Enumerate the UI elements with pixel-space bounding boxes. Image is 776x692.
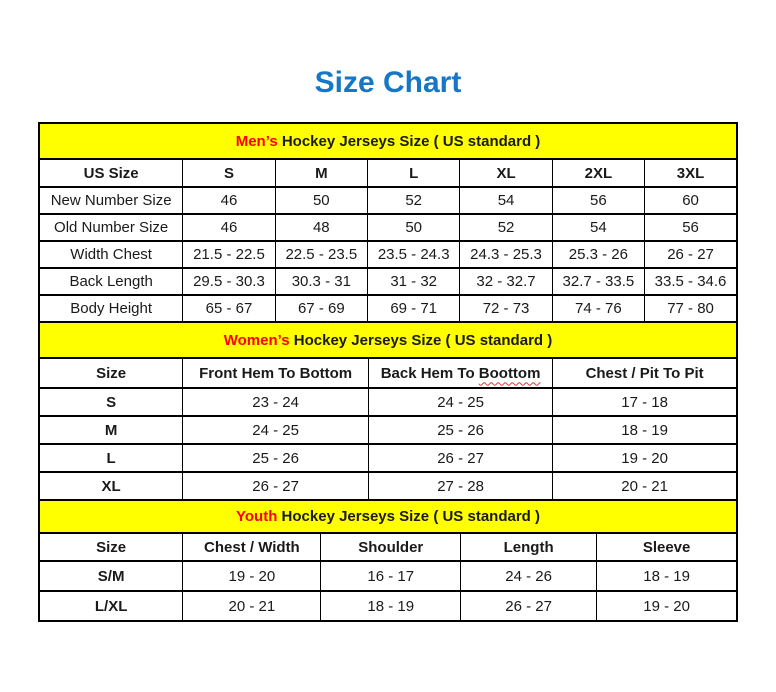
row-label: Body Height xyxy=(39,295,183,322)
youth-size-table xyxy=(38,499,738,622)
cell: 46 xyxy=(183,187,275,214)
cell: 16 - 17 xyxy=(321,561,461,591)
cell: 65 - 67 xyxy=(183,295,275,322)
table-row xyxy=(39,416,737,444)
table-row xyxy=(39,591,737,621)
row-label: New Number Size xyxy=(39,187,183,214)
womens-header-row xyxy=(39,358,737,388)
mens-section-heading-row xyxy=(39,123,737,159)
youth-section-heading xyxy=(39,500,737,533)
cell: 67 - 69 xyxy=(275,295,367,322)
cell: 77 - 80 xyxy=(645,295,737,322)
cell: 50 xyxy=(368,214,460,241)
row-label: Width Chest xyxy=(39,241,183,268)
youth-col-header: Size xyxy=(39,533,183,561)
cell: 32.7 - 33.5 xyxy=(552,268,644,295)
cell: 23.5 - 24.3 xyxy=(368,241,460,268)
row-label: L xyxy=(39,444,183,472)
cell: 32 - 32.7 xyxy=(460,268,552,295)
cell: 26 - 27 xyxy=(645,241,737,268)
mens-header-row xyxy=(39,159,737,187)
mens-col-header: US Size xyxy=(39,159,183,187)
cell: 54 xyxy=(552,214,644,241)
row-label: S/M xyxy=(39,561,183,591)
cell: 18 - 19 xyxy=(553,416,737,444)
row-label: L/XL xyxy=(39,591,183,621)
row-label: M xyxy=(39,416,183,444)
youth-col-header: Chest / Width xyxy=(183,533,321,561)
cell: 17 - 18 xyxy=(553,388,737,416)
cell: 25 - 26 xyxy=(183,444,369,472)
cell: 54 xyxy=(460,187,552,214)
youth-header-row xyxy=(39,533,737,561)
youth-section-heading-row xyxy=(39,500,737,533)
cell: 30.3 - 31 xyxy=(275,268,367,295)
cell: 26 - 27 xyxy=(368,444,552,472)
cell: 50 xyxy=(275,187,367,214)
cell: 26 - 27 xyxy=(183,472,369,500)
cell: 24 - 25 xyxy=(183,416,369,444)
cell: 19 - 20 xyxy=(553,444,737,472)
womens-col-header: Front Hem To Bottom xyxy=(183,358,369,388)
youth-col-header: Sleeve xyxy=(597,533,737,561)
cell: 69 - 71 xyxy=(368,295,460,322)
womens-col-header: Size xyxy=(39,358,183,388)
youth-heading-text: Hockey Jerseys Size ( US standard ) xyxy=(277,508,540,525)
cell: 74 - 76 xyxy=(552,295,644,322)
back-hem-label: Back Hem To xyxy=(380,364,479,382)
cell: 19 - 20 xyxy=(597,591,737,621)
mens-col-header: S xyxy=(183,159,275,187)
cell: 26 - 27 xyxy=(461,591,597,621)
youth-heading-accent: Youth xyxy=(236,508,278,525)
mens-col-header: XL xyxy=(460,159,552,187)
womens-section-heading xyxy=(39,322,737,358)
cell: 20 - 21 xyxy=(183,591,321,621)
cell: 22.5 - 23.5 xyxy=(275,241,367,268)
mens-section-heading xyxy=(39,123,737,159)
row-label: XL xyxy=(39,472,183,500)
cell: 56 xyxy=(645,214,737,241)
womens-section-heading-row xyxy=(39,322,737,358)
cell: 33.5 - 34.6 xyxy=(645,268,737,295)
cell: 46 xyxy=(183,214,275,241)
mens-size-table xyxy=(38,122,738,323)
mens-col-header: 2XL xyxy=(552,159,644,187)
womens-heading-text: Hockey Jerseys Size ( US standard ) xyxy=(289,331,553,349)
table-row xyxy=(39,388,737,416)
womens-heading-accent: Women’s xyxy=(223,331,290,349)
row-label: Back Length xyxy=(39,268,183,295)
cell: 72 - 73 xyxy=(460,295,552,322)
mens-heading-accent: Men’s xyxy=(235,132,278,150)
cell: 52 xyxy=(460,214,552,241)
table-row xyxy=(39,561,737,591)
mens-col-header: 3XL xyxy=(645,159,737,187)
cell: 20 - 21 xyxy=(553,472,737,500)
cell: 24.3 - 25.3 xyxy=(460,241,552,268)
row-label: S xyxy=(39,388,183,416)
table-row xyxy=(39,444,737,472)
size-chart-tables xyxy=(38,122,738,622)
table-row xyxy=(39,187,737,214)
cell: 25 - 26 xyxy=(368,416,552,444)
womens-col-header: Chest / Pit To Pit xyxy=(553,358,737,388)
youth-col-header: Shoulder xyxy=(321,533,461,561)
cell: 23 - 24 xyxy=(183,388,369,416)
back-hem-misspelled-word: Boottom xyxy=(478,364,541,382)
cell: 48 xyxy=(275,214,367,241)
womens-size-table xyxy=(38,321,738,501)
table-row xyxy=(39,241,737,268)
table-row xyxy=(39,268,737,295)
cell: 56 xyxy=(552,187,644,214)
cell: 21.5 - 22.5 xyxy=(183,241,275,268)
youth-col-header: Length xyxy=(461,533,597,561)
table-row xyxy=(39,472,737,500)
mens-col-header: L xyxy=(368,159,460,187)
cell: 29.5 - 30.3 xyxy=(183,268,275,295)
womens-col-header-back-hem xyxy=(368,358,552,388)
cell: 52 xyxy=(368,187,460,214)
row-label: Old Number Size xyxy=(39,214,183,241)
mens-heading-text: Hockey Jerseys Size ( US standard ) xyxy=(277,132,541,150)
page-title: Size Chart xyxy=(314,66,462,99)
cell: 31 - 32 xyxy=(368,268,460,295)
cell: 18 - 19 xyxy=(597,561,737,591)
table-row xyxy=(39,214,737,241)
cell: 18 - 19 xyxy=(321,591,461,621)
mens-col-header: M xyxy=(275,159,367,187)
cell: 19 - 20 xyxy=(183,561,321,591)
cell: 60 xyxy=(645,187,737,214)
table-row xyxy=(39,295,737,322)
cell: 25.3 - 26 xyxy=(552,241,644,268)
cell: 24 - 25 xyxy=(368,388,552,416)
cell: 27 - 28 xyxy=(368,472,552,500)
cell: 24 - 26 xyxy=(461,561,597,591)
